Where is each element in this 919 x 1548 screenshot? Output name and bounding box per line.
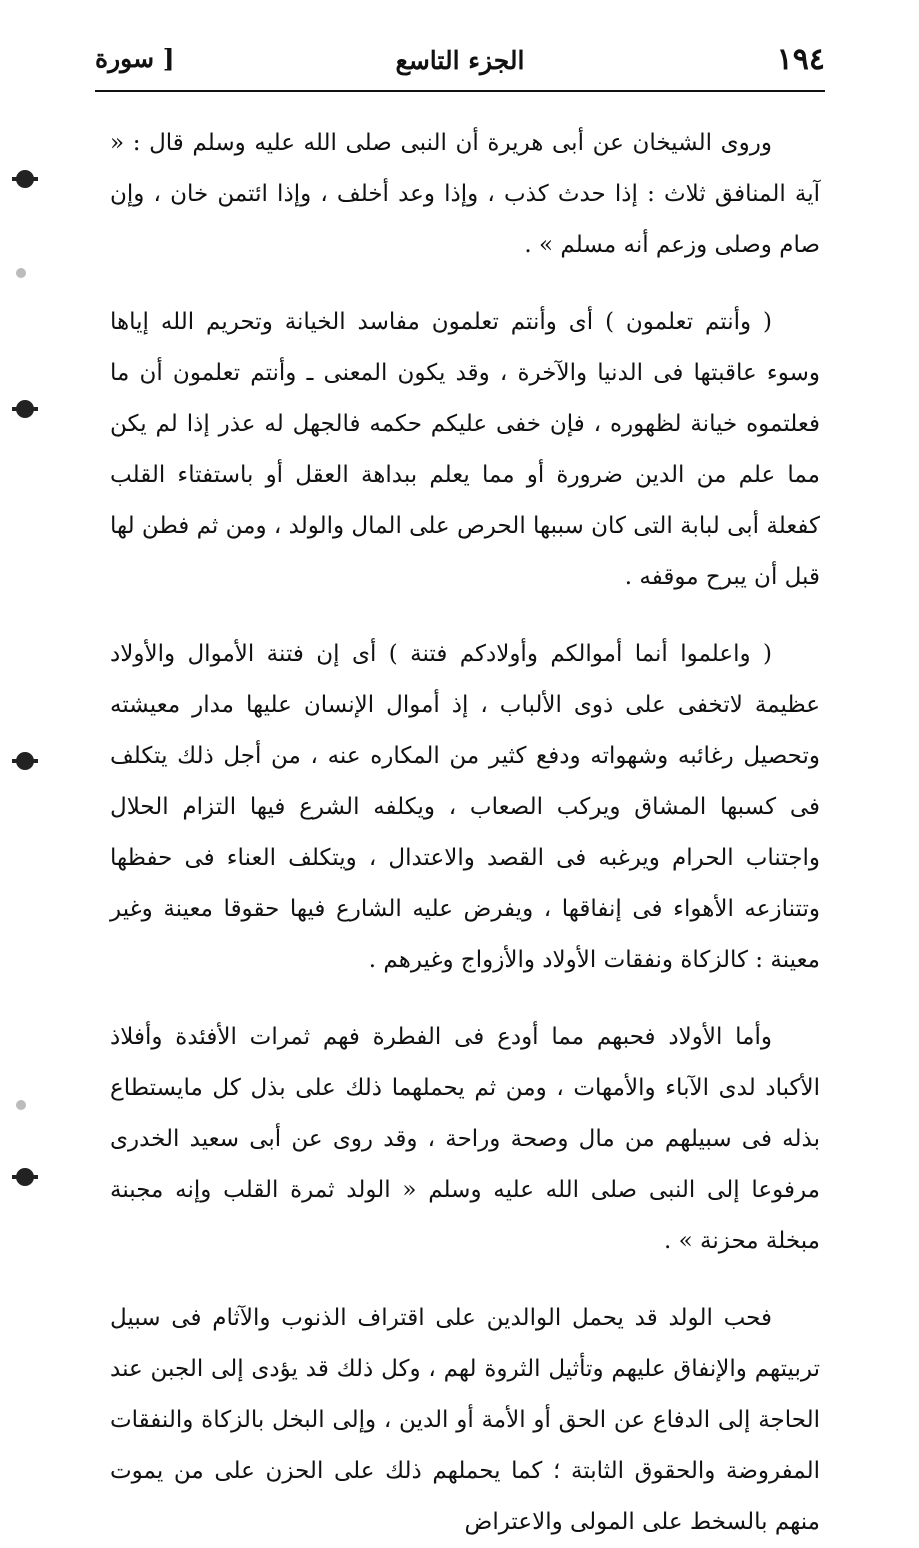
scan-speck-mark — [16, 1100, 26, 1110]
scan-speck-mark — [16, 268, 26, 278]
surah-label: [ سورة — [95, 44, 175, 73]
binding-hole-mark — [16, 1168, 34, 1186]
binding-hole-mark — [16, 400, 34, 418]
page-header — [95, 36, 825, 88]
part-title: الجزء التاسع — [395, 46, 525, 75]
body-text — [110, 118, 820, 1548]
paragraph: فحب الولد قد يحمل الوالدين على اقتراف الذنوب والآثام فى سبيل تربيتهم والإنفاق عليهم وتأثيل الثروة لهم ، وكل ذلك قد يؤدى إلى الجبن عند الحاجة إلى الدفاع عن الحق أو الأمة أو الدين ، وإلى البخل بالزكاة والنفقات المفروضة والحقوق الثابتة ؛ كما يحملهم ذلك على الحزن على من يموت منهم بالسخط على المولى والاعتراض — [110, 1305, 820, 1535]
binding-hole-mark — [16, 170, 34, 188]
paragraph: ( واعلموا أنما أموالكم وأولادكم فتنة ) أى إن فتنة الأموال والأولاد عظيمة لاتخفى على ذوى الألباب ، إذ أموال الإنسان عليها مدار معيشته وتحصيل رغائبه وشهواته ودفع كثير من المكاره عنه ، من أجل ذلك يتكلف فى كسبها المشاق ويركب الصعاب ، ويكلفه الشرع فيها التزام الحلال واجتناب الحرام ويرغبه فى القصد والاعتدال ، ويتكلف العناء فى حفظها وتتنازعه الأهواء فى إنفاقها ، ويفرض عليه الشارع فيها حقوقا معينة وغير معينة : كالزكاة ونفقات الأولاد والأزواج وغيرهم . — [110, 641, 820, 973]
paragraph: ( وأنتم تعلمون ) أى وأنتم تعلمون مفاسد الخيانة وتحريم الله إياها وسوء عاقبتها فى الدنيا والآخرة ، وقد يكون المعنى ـ وأنتم تعلمون أن ما فعلتموه خيانة لظهوره ، فإن خفى عليكم حكمه فالجهل له عذر إذا لم يكن مما علم من الدين ضرورة أو مما يعلم ببداهة العقل أو باستفتاء القلب كفعلة أبى لبابة التى كان سببها الحرص على المال والولد ، ومن ثم فطن لها قبل أن يبرح موقفه . — [110, 309, 820, 590]
page-number: ١٩٤ — [776, 42, 825, 77]
header-divider — [95, 90, 825, 92]
paragraph: وأما الأولاد فحبهم مما أودع فى الفطرة فهم ثمرات الأفئدة وأفلاذ الأكباد لدى الآباء والأمهات ، ومن ثم يحملهما ذلك على بذل كل مايستطاع بذله فى سبيلهم من مال وصحة وراحة ، وقد روى عن أبى سعيد الخدرى مرفوعا إلى النبى صلى الله عليه وسلم « الولد ثمرة القلب وإنه مجبنة مبخلة محزنة » . — [110, 1024, 820, 1254]
paragraph: وروى الشيخان عن أبى هريرة أن النبى صلى الله عليه وسلم قال : « آية المنافق ثلاث : إذا حدث كذب ، وإذا وعد أخلف ، وإذا ائتمن خان ، وإن صام وصلى وزعم أنه مسلم » . — [110, 130, 820, 258]
binding-hole-mark — [16, 752, 34, 770]
